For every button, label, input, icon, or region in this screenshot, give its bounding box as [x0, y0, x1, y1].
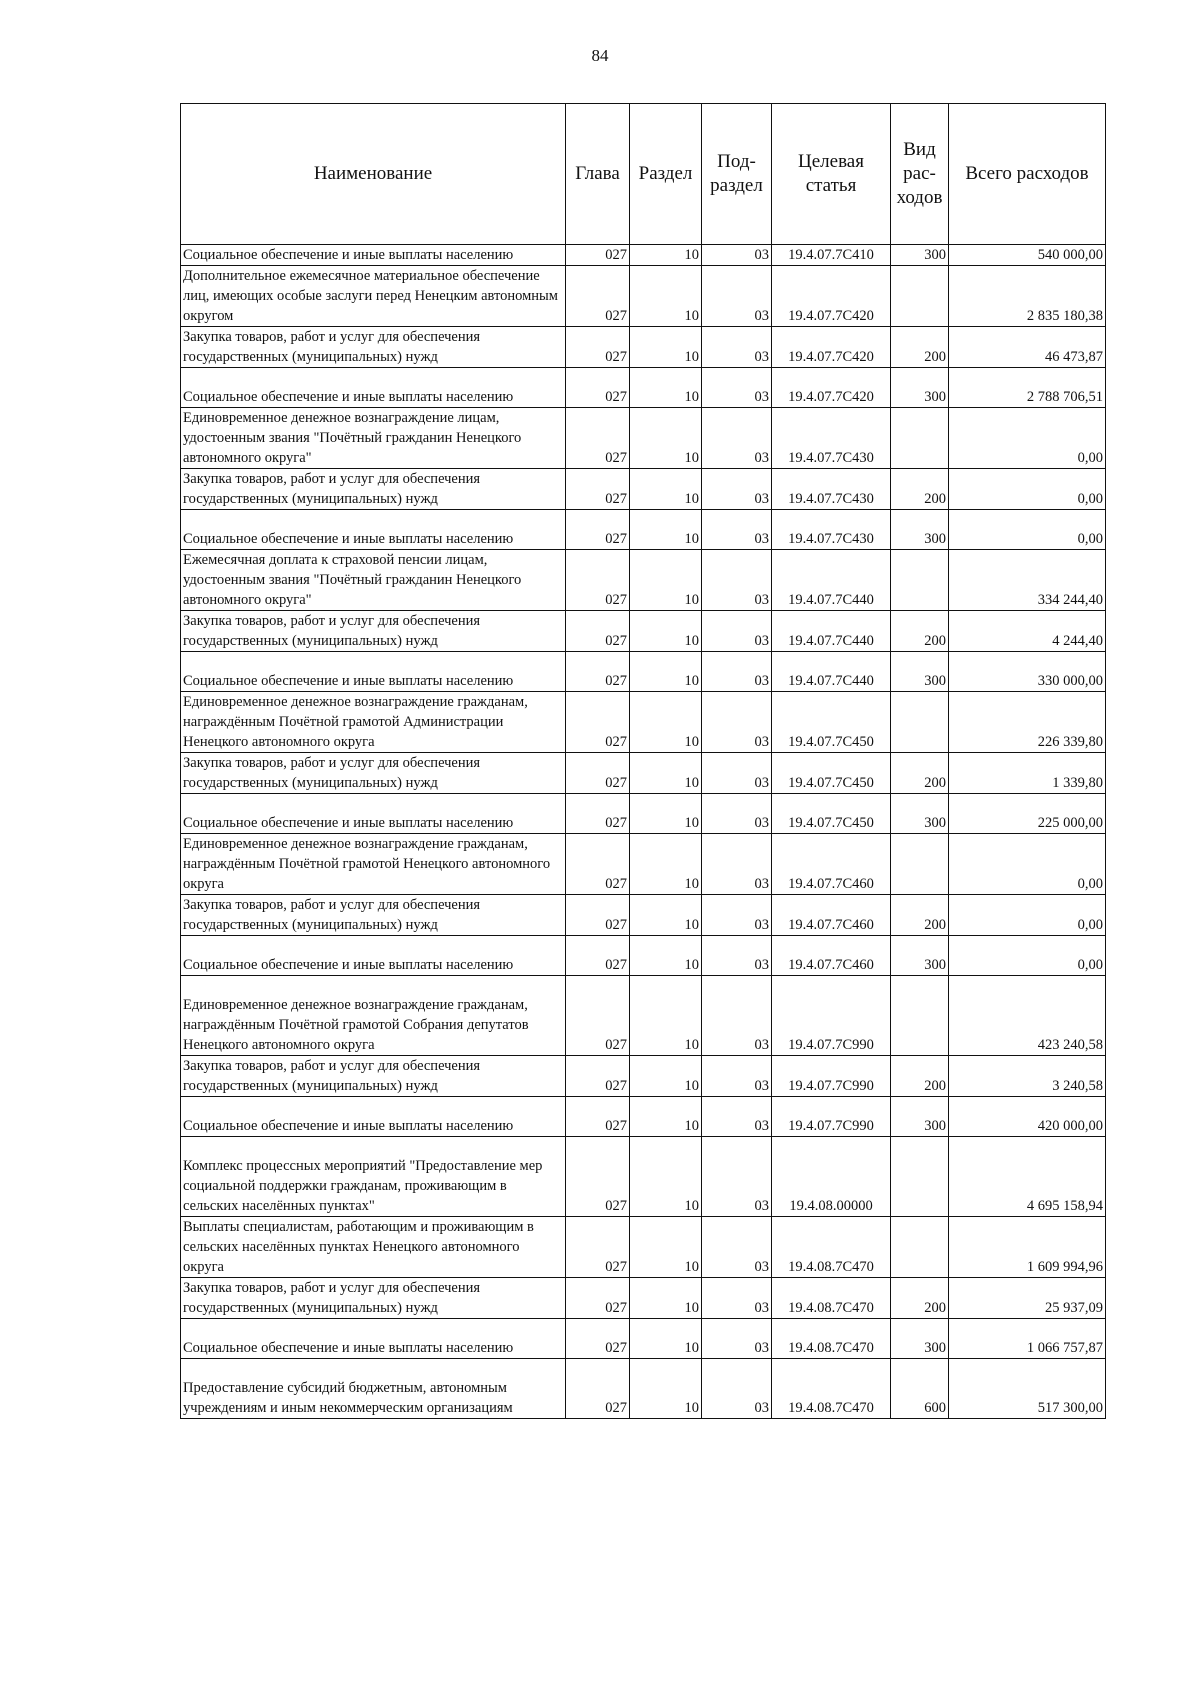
- row-total: 226 339,80: [949, 692, 1106, 753]
- row-vid: 300: [891, 936, 949, 976]
- row-podrazdel: 03: [702, 692, 772, 753]
- row-celevaya: 19.4.07.7С440: [772, 550, 891, 611]
- row-name: Социальное обеспечение и иные выплаты населению: [181, 510, 566, 550]
- row-glava: 027: [566, 469, 630, 510]
- row-total: 25 937,09: [949, 1278, 1106, 1319]
- table-row: [181, 1217, 1106, 1278]
- row-glava: 027: [566, 1359, 630, 1419]
- row-name: Закупка товаров, работ и услуг для обеспечения государственных (муниципальных) нужд: [181, 469, 566, 510]
- row-glava: 027: [566, 936, 630, 976]
- row-total: 3 240,58: [949, 1056, 1106, 1097]
- row-celevaya: 19.4.07.7С990: [772, 976, 891, 1056]
- row-podrazdel: 03: [702, 1137, 772, 1217]
- row-total: 330 000,00: [949, 652, 1106, 692]
- row-vid: [891, 408, 949, 469]
- row-total: 2 835 180,38: [949, 266, 1106, 327]
- row-razdel: 10: [630, 936, 702, 976]
- row-name: Ежемесячная доплата к страховой пенсии лицам, удостоенным звания "Почётный гражданин Ненецкого автономного округа": [181, 550, 566, 611]
- row-celevaya: 19.4.07.7С460: [772, 895, 891, 936]
- row-celevaya: 19.4.07.7С450: [772, 753, 891, 794]
- row-glava: 027: [566, 652, 630, 692]
- budget-table: [180, 103, 1106, 1419]
- row-name: Закупка товаров, работ и услуг для обеспечения государственных (муниципальных) нужд: [181, 611, 566, 652]
- row-name: Закупка товаров, работ и услуг для обеспечения государственных (муниципальных) нужд: [181, 895, 566, 936]
- row-vid: 300: [891, 652, 949, 692]
- header-glava: Глава: [566, 104, 630, 245]
- table-row: [181, 469, 1106, 510]
- row-total: 46 473,87: [949, 327, 1106, 368]
- row-name: Закупка товаров, работ и услуг для обеспечения государственных (муниципальных) нужд: [181, 1278, 566, 1319]
- row-podrazdel: 03: [702, 976, 772, 1056]
- row-podrazdel: 03: [702, 834, 772, 895]
- row-razdel: 10: [630, 327, 702, 368]
- row-vid: [891, 834, 949, 895]
- table-row: [181, 266, 1106, 327]
- row-vid: [891, 550, 949, 611]
- row-celevaya: 19.4.07.7С990: [772, 1097, 891, 1137]
- row-podrazdel: 03: [702, 469, 772, 510]
- row-total: 334 244,40: [949, 550, 1106, 611]
- row-razdel: 10: [630, 753, 702, 794]
- row-podrazdel: 03: [702, 1056, 772, 1097]
- row-glava: 027: [566, 1319, 630, 1359]
- row-podrazdel: 03: [702, 794, 772, 834]
- table-row: [181, 611, 1106, 652]
- row-name: Единовременное денежное вознаграждение гражданам, награждённым Почётной грамотой Администрации Ненецкого автономного округа: [181, 692, 566, 753]
- row-vid: 200: [891, 469, 949, 510]
- row-celevaya: 19.4.07.7С460: [772, 936, 891, 976]
- row-name: Социальное обеспечение и иные выплаты населению: [181, 245, 566, 266]
- row-name: Выплаты специалистам, работающим и проживающим в сельских населённых пунктах Ненецкого автономного округа: [181, 1217, 566, 1278]
- header-razdel: Раздел: [630, 104, 702, 245]
- row-razdel: 10: [630, 550, 702, 611]
- row-glava: 027: [566, 327, 630, 368]
- row-vid: 200: [891, 753, 949, 794]
- row-celevaya: 19.4.08.7С470: [772, 1217, 891, 1278]
- row-podrazdel: 03: [702, 550, 772, 611]
- row-celevaya: 19.4.08.7С470: [772, 1319, 891, 1359]
- row-podrazdel: 03: [702, 510, 772, 550]
- row-glava: 027: [566, 834, 630, 895]
- row-vid: [891, 266, 949, 327]
- row-podrazdel: 03: [702, 1278, 772, 1319]
- row-name: Единовременное денежное вознаграждение лицам, удостоенным звания "Почётный гражданин Ненецкого автономного округа": [181, 408, 566, 469]
- row-glava: 027: [566, 1137, 630, 1217]
- row-glava: 027: [566, 368, 630, 408]
- row-podrazdel: 03: [702, 895, 772, 936]
- row-razdel: 10: [630, 1137, 702, 1217]
- row-razdel: 10: [630, 510, 702, 550]
- row-total: 540 000,00: [949, 245, 1106, 266]
- row-total: 225 000,00: [949, 794, 1106, 834]
- table-row: [181, 794, 1106, 834]
- row-razdel: 10: [630, 1217, 702, 1278]
- row-celevaya: 19.4.08.7С470: [772, 1359, 891, 1419]
- row-total: 4 695 158,94: [949, 1137, 1106, 1217]
- row-celevaya: 19.4.08.00000: [772, 1137, 891, 1217]
- table-row: [181, 1137, 1106, 1217]
- row-celevaya: 19.4.07.7С430: [772, 469, 891, 510]
- row-glava: 027: [566, 245, 630, 266]
- row-podrazdel: 03: [702, 936, 772, 976]
- table-row: [181, 1319, 1106, 1359]
- row-vid: 600: [891, 1359, 949, 1419]
- row-celevaya: 19.4.07.7С460: [772, 834, 891, 895]
- row-vid: 200: [891, 895, 949, 936]
- table-row: [181, 753, 1106, 794]
- row-vid: 300: [891, 1319, 949, 1359]
- row-name: Единовременное денежное вознаграждение гражданам, награждённым Почётной грамотой Ненецкого автономного округа: [181, 834, 566, 895]
- row-glava: 027: [566, 1217, 630, 1278]
- row-vid: [891, 976, 949, 1056]
- row-celevaya: 19.4.07.7С430: [772, 408, 891, 469]
- row-podrazdel: 03: [702, 1359, 772, 1419]
- row-vid: 300: [891, 245, 949, 266]
- header-name: Наименование: [181, 104, 566, 245]
- row-razdel: 10: [630, 266, 702, 327]
- row-glava: 027: [566, 266, 630, 327]
- row-total: 0,00: [949, 469, 1106, 510]
- row-razdel: 10: [630, 408, 702, 469]
- header-vid: Вид рас-ходов: [891, 104, 949, 245]
- row-name: Социальное обеспечение и иные выплаты населению: [181, 1319, 566, 1359]
- row-name: Социальное обеспечение и иные выплаты населению: [181, 652, 566, 692]
- row-celevaya: 19.4.07.7С990: [772, 1056, 891, 1097]
- row-glava: 027: [566, 895, 630, 936]
- table-row: [181, 1359, 1106, 1419]
- row-celevaya: 19.4.08.7С470: [772, 1278, 891, 1319]
- row-name: Социальное обеспечение и иные выплаты населению: [181, 794, 566, 834]
- row-razdel: 10: [630, 794, 702, 834]
- table-row: [181, 408, 1106, 469]
- row-glava: 027: [566, 976, 630, 1056]
- row-podrazdel: 03: [702, 611, 772, 652]
- row-total: 2 788 706,51: [949, 368, 1106, 408]
- table-row: [181, 327, 1106, 368]
- row-razdel: 10: [630, 1359, 702, 1419]
- table-row: [181, 1097, 1106, 1137]
- table-row: [181, 550, 1106, 611]
- row-total: 0,00: [949, 895, 1106, 936]
- row-total: 517 300,00: [949, 1359, 1106, 1419]
- row-celevaya: 19.4.07.7С450: [772, 692, 891, 753]
- row-name: Социальное обеспечение и иные выплаты населению: [181, 1097, 566, 1137]
- header-total: Всего расходов: [949, 104, 1106, 245]
- row-podrazdel: 03: [702, 245, 772, 266]
- row-total: 0,00: [949, 510, 1106, 550]
- table-header-row: [181, 104, 1106, 245]
- row-podrazdel: 03: [702, 327, 772, 368]
- row-razdel: 10: [630, 1056, 702, 1097]
- table-row: [181, 834, 1106, 895]
- row-razdel: 10: [630, 245, 702, 266]
- row-total: 4 244,40: [949, 611, 1106, 652]
- row-podrazdel: 03: [702, 652, 772, 692]
- row-vid: 300: [891, 794, 949, 834]
- row-celevaya: 19.4.07.7С410: [772, 245, 891, 266]
- row-vid: 200: [891, 1056, 949, 1097]
- row-total: 0,00: [949, 834, 1106, 895]
- row-podrazdel: 03: [702, 266, 772, 327]
- page-number: 84: [591, 46, 609, 65]
- row-total: 0,00: [949, 936, 1106, 976]
- row-podrazdel: 03: [702, 1097, 772, 1137]
- row-podrazdel: 03: [702, 368, 772, 408]
- row-glava: 027: [566, 611, 630, 652]
- row-name: Единовременное денежное вознаграждение гражданам, награждённым Почётной грамотой Собрания депутатов Ненецкого автономного округа: [181, 976, 566, 1056]
- row-vid: 200: [891, 611, 949, 652]
- row-glava: 027: [566, 794, 630, 834]
- row-podrazdel: 03: [702, 408, 772, 469]
- row-razdel: 10: [630, 469, 702, 510]
- row-podrazdel: 03: [702, 1319, 772, 1359]
- row-vid: 300: [891, 510, 949, 550]
- row-glava: 027: [566, 1097, 630, 1137]
- row-glava: 027: [566, 550, 630, 611]
- row-razdel: 10: [630, 368, 702, 408]
- table-row: [181, 976, 1106, 1056]
- row-celevaya: 19.4.07.7С440: [772, 652, 891, 692]
- table-row: [181, 368, 1106, 408]
- row-podrazdel: 03: [702, 753, 772, 794]
- row-razdel: 10: [630, 1097, 702, 1137]
- row-glava: 027: [566, 1056, 630, 1097]
- row-name: Закупка товаров, работ и услуг для обеспечения государственных (муниципальных) нужд: [181, 327, 566, 368]
- row-razdel: 10: [630, 652, 702, 692]
- header-podrazdel: Под-раздел: [702, 104, 772, 245]
- table-row: [181, 1278, 1106, 1319]
- row-glava: 027: [566, 753, 630, 794]
- row-vid: 200: [891, 327, 949, 368]
- row-glava: 027: [566, 692, 630, 753]
- row-razdel: 10: [630, 976, 702, 1056]
- row-vid: 300: [891, 1097, 949, 1137]
- row-vid: [891, 1137, 949, 1217]
- row-vid: 200: [891, 1278, 949, 1319]
- row-celevaya: 19.4.07.7С420: [772, 368, 891, 408]
- row-razdel: 10: [630, 1278, 702, 1319]
- row-razdel: 10: [630, 1319, 702, 1359]
- row-celevaya: 19.4.07.7С420: [772, 266, 891, 327]
- row-razdel: 10: [630, 611, 702, 652]
- table-row: [181, 652, 1106, 692]
- row-total: 0,00: [949, 408, 1106, 469]
- table-row: [181, 245, 1106, 266]
- table-row: [181, 895, 1106, 936]
- row-vid: [891, 692, 949, 753]
- table-row: [181, 1056, 1106, 1097]
- row-total: 423 240,58: [949, 976, 1106, 1056]
- row-podrazdel: 03: [702, 1217, 772, 1278]
- header-celevaya: Целевая статья: [772, 104, 891, 245]
- row-name: Закупка товаров, работ и услуг для обеспечения государственных (муниципальных) нужд: [181, 753, 566, 794]
- row-razdel: 10: [630, 834, 702, 895]
- row-name: Социальное обеспечение и иные выплаты населению: [181, 368, 566, 408]
- row-name: Предоставление субсидий бюджетным, автономным учреждениям и иным некоммерческим организациям: [181, 1359, 566, 1419]
- row-celevaya: 19.4.07.7С440: [772, 611, 891, 652]
- row-celevaya: 19.4.07.7С450: [772, 794, 891, 834]
- row-celevaya: 19.4.07.7С430: [772, 510, 891, 550]
- row-glava: 027: [566, 1278, 630, 1319]
- row-total: 420 000,00: [949, 1097, 1106, 1137]
- row-vid: [891, 1217, 949, 1278]
- row-name: Дополнительное ежемесячное материальное обеспечение лиц, имеющих особые заслуги перед Ненецким автономным округом: [181, 266, 566, 327]
- table-row: [181, 510, 1106, 550]
- table-row: [181, 936, 1106, 976]
- row-razdel: 10: [630, 895, 702, 936]
- row-total: 1 066 757,87: [949, 1319, 1106, 1359]
- row-celevaya: 19.4.07.7С420: [772, 327, 891, 368]
- row-total: 1 339,80: [949, 753, 1106, 794]
- row-vid: 300: [891, 368, 949, 408]
- row-name: Комплекс процессных мероприятий "Предоставление мер социальной поддержки гражданам, проживающим в сельских населённых пунктах": [181, 1137, 566, 1217]
- row-total: 1 609 994,96: [949, 1217, 1106, 1278]
- table-row: [181, 692, 1106, 753]
- row-glava: 027: [566, 408, 630, 469]
- row-name: Социальное обеспечение и иные выплаты населению: [181, 936, 566, 976]
- row-razdel: 10: [630, 692, 702, 753]
- row-glava: 027: [566, 510, 630, 550]
- row-name: Закупка товаров, работ и услуг для обеспечения государственных (муниципальных) нужд: [181, 1056, 566, 1097]
